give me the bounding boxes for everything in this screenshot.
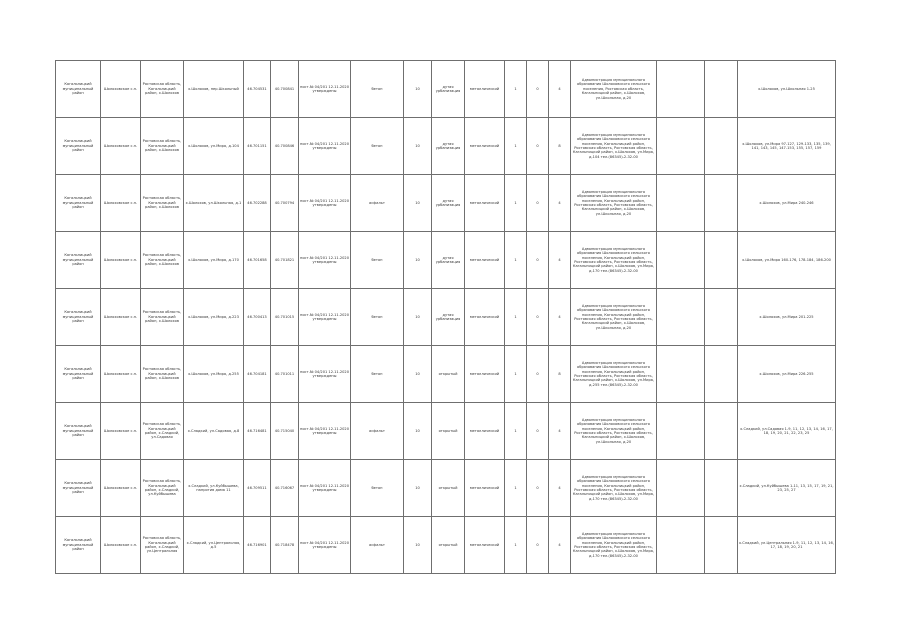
cell-surface: бетон xyxy=(351,346,404,403)
cell-surface: бетон xyxy=(351,61,404,118)
cell-settlement: Шолоховское с.п. xyxy=(101,61,141,118)
cell-area: 10 xyxy=(404,517,432,574)
cell-volume: 4 xyxy=(549,289,571,346)
cell-empty2 xyxy=(705,289,738,346)
cell-address-region: Ростовская область, Кагальницкий район, х.Шолохов xyxy=(141,175,184,232)
cell-material: металлический xyxy=(465,517,505,574)
cell-count: 1 xyxy=(505,460,527,517)
cell-sources: х.Шолохов, ул.Мира 97-127, 129-133, 135, 139, 141, 143, 145, 147-153, 155, 157, 159 xyxy=(738,118,836,175)
cell-settlement: Шолоховское с.п. xyxy=(101,232,141,289)
cell-decision: пост.№ 04/201 12.11.2020 утверждены xyxy=(299,403,351,460)
cell-empty1 xyxy=(657,403,705,460)
cell-zero: 0 xyxy=(527,517,549,574)
cell-area: 10 xyxy=(404,460,432,517)
cell-container-type: открытый xyxy=(432,517,465,574)
cell-container-type: дутая урбанизация xyxy=(432,175,465,232)
cell-count: 1 xyxy=(505,232,527,289)
cell-lon: 40.701011 xyxy=(271,346,299,403)
table-row xyxy=(56,289,836,346)
cell-material: металлический xyxy=(465,175,505,232)
cell-decision: пост.№ 04/201 12.11.2020 утверждены xyxy=(299,346,351,403)
table-row xyxy=(56,232,836,289)
cell-sources: х.Сладкий, ул.Центральная 1-9, 11, 12, 13, 14, 16, 17, 18, 19, 20, 21 xyxy=(738,517,836,574)
cell-area: 10 xyxy=(404,232,432,289)
cell-empty1 xyxy=(657,289,705,346)
cell-empty2 xyxy=(705,403,738,460)
cell-volume: 4 xyxy=(549,232,571,289)
cell-lon: 40.701821 xyxy=(271,232,299,289)
cell-owner: Администрация муниципального образования Шолоховского сельского поселения, Кагальницкий район, Ростовская область, Ростовская область, Кагальницкий район, х.Шолохов, ул.Школьная, д.20 xyxy=(571,289,657,346)
cell-owner: Администрация муниципального образования Шолоховского сельского поселения, Ростовская область, Кагальницкий район, х.Шолохов, ул.Школьная, д.20 xyxy=(571,61,657,118)
table-body xyxy=(56,61,836,574)
cell-address-region: Ростовская область, Кагальницкий район, х.Шолохов xyxy=(141,118,184,175)
cell-lat: 46.701151 xyxy=(244,118,271,175)
cell-owner: Администрация муниципального образования Шолоховского сельского поселения, Кагальницкий район, Ростовская область, Ростовская область, Кагальницкий район, х.Шолохов, ул.Мира, д.104 тел.(86345)-2-32-00 xyxy=(571,118,657,175)
table-row xyxy=(56,346,836,403)
cell-surface: бетон xyxy=(351,232,404,289)
cell-owner: Администрация муниципального образования Шолоховского сельского поселения, Кагальницкий район, Ростовская область, Ростовская область, Кагальницкий район, х.Шолохов, ул.Мира, д.170 тел.(86345)-2-32-00 xyxy=(571,517,657,574)
cell-lat: 46.716901 xyxy=(244,517,271,574)
cell-decision: пост.№ 04/201 12.11.2020 утверждены xyxy=(299,460,351,517)
cell-material: металлический xyxy=(465,61,505,118)
cell-sources: х.Шолохов, ул.Школьная 1-25 xyxy=(738,61,836,118)
cell-settlement: Шолоховское с.п. xyxy=(101,346,141,403)
cell-lat: 46.702288 xyxy=(244,175,271,232)
cell-address-region: Ростовская область, Кагальницкий район, х.Шолохов xyxy=(141,289,184,346)
cell-container-type: дутая урбанизация xyxy=(432,289,465,346)
cell-empty2 xyxy=(705,175,738,232)
cell-district: Кагальницкий муниципальный район xyxy=(56,517,101,574)
cell-owner: Администрация муниципального образования Шолоховского сельского поселения, Кагальницкий район, Ростовская область, Ростовская область, Кагальницкий район, х.Шолохов, ул.Мира, д.170 тел.(86345)-2-32-00 xyxy=(571,460,657,517)
cell-volume: 8 xyxy=(549,346,571,403)
cell-lat: 46.704181 xyxy=(244,346,271,403)
cell-volume: 8 xyxy=(549,118,571,175)
cell-address-street: х.Шолохов, пер.Школьный xyxy=(184,61,244,118)
cell-count: 1 xyxy=(505,346,527,403)
cell-zero: 0 xyxy=(527,61,549,118)
cell-count: 1 xyxy=(505,517,527,574)
cell-settlement: Шолоховское с.п. xyxy=(101,289,141,346)
cell-lat: 46.716481 xyxy=(244,403,271,460)
cell-area: 10 xyxy=(404,118,432,175)
cell-decision: пост.№ 04/201 12.11.2020 утверждены xyxy=(299,61,351,118)
cell-address-region: Ростовская область, Кагальницкий район, х.Сладкий, ул.Куйбышева xyxy=(141,460,184,517)
cell-decision: пост.№ 04/201 12.11.2020 утверждены xyxy=(299,232,351,289)
cell-surface: асфальт xyxy=(351,175,404,232)
table-row xyxy=(56,61,836,118)
cell-material: металлический xyxy=(465,346,505,403)
cell-address-region: Ростовская область, Кагальницкий район, х.Шолохов xyxy=(141,232,184,289)
cell-empty2 xyxy=(705,460,738,517)
cell-settlement: Шолоховское с.п. xyxy=(101,460,141,517)
cell-address-street: х.Шолохов, ул.Мира, д.104 xyxy=(184,118,244,175)
cell-container-type: открытый xyxy=(432,403,465,460)
cell-empty1 xyxy=(657,175,705,232)
registry-table xyxy=(55,60,836,574)
cell-address-street: х.Сладкий, ул.Центральная, д.5 xyxy=(184,517,244,574)
cell-owner: Администрация муниципального образования Шолоховского сельского поселения, Кагальницкий район, Ростовская область, Ростовская область, Кагальницкий район, х.Шолохов, ул.Мира, д.255 тел.(86345)-2-32-00 xyxy=(571,346,657,403)
cell-container-type: дутая урбанизация xyxy=(432,232,465,289)
cell-volume: 4 xyxy=(549,175,571,232)
cell-zero: 0 xyxy=(527,289,549,346)
cell-lat: 46.701658 xyxy=(244,232,271,289)
cell-material: металлический xyxy=(465,232,505,289)
cell-container-type: дутая урбанизация xyxy=(432,61,465,118)
cell-empty2 xyxy=(705,232,738,289)
cell-address-region: Ростовская область, Кагальницкий район, х.Сладкий, ул.Садовая xyxy=(141,403,184,460)
cell-owner: Администрация муниципального образования Шолоховского сельского поселения, Кагальницкий район, Ростовская область, Ростовская область, Кагальницкий район, х.Шолохов, ул.Школьная, д.20 xyxy=(571,403,657,460)
cell-volume: 4 xyxy=(549,403,571,460)
cell-district: Кагальницкий муниципальный район xyxy=(56,61,101,118)
cell-empty2 xyxy=(705,118,738,175)
cell-zero: 0 xyxy=(527,346,549,403)
cell-lon: 40.715040 xyxy=(271,403,299,460)
cell-sources: х.Шолохов, ул.Мира 160-176, 178-184, 186-200 xyxy=(738,232,836,289)
cell-container-type: дутая урбанизация xyxy=(432,118,465,175)
cell-zero: 0 xyxy=(527,403,549,460)
cell-volume: 4 xyxy=(549,61,571,118)
cell-lon: 40.700846 xyxy=(271,118,299,175)
cell-surface: асфальт xyxy=(351,517,404,574)
cell-address-street: х.Шолохов, ул.Мира, д.255 xyxy=(184,346,244,403)
cell-decision: пост.№ 04/201 12.11.2020 утверждены xyxy=(299,118,351,175)
cell-area: 10 xyxy=(404,175,432,232)
cell-area: 10 xyxy=(404,403,432,460)
cell-address-street: х.Шолохов, ул.Мира, д.170 xyxy=(184,232,244,289)
cell-empty1 xyxy=(657,61,705,118)
cell-lat: 46.704531 xyxy=(244,61,271,118)
cell-district: Кагальницкий муниципальный район xyxy=(56,232,101,289)
cell-zero: 0 xyxy=(527,118,549,175)
cell-zero: 0 xyxy=(527,460,549,517)
cell-empty2 xyxy=(705,517,738,574)
table-row xyxy=(56,403,836,460)
cell-address-street: х.Сладкий, ул.Садовая, д.8 xyxy=(184,403,244,460)
cell-district: Кагальницкий муниципальный район xyxy=(56,289,101,346)
cell-address-region: Ростовская область, Кагальницкий район, х.Шолохов xyxy=(141,61,184,118)
cell-empty2 xyxy=(705,61,738,118)
cell-address-street: х.Шолохов, ул.Школьная, д.1 xyxy=(184,175,244,232)
cell-sources: х.Сладкий, ул.Садовая 1-9, 11, 12, 13, 14, 16, 17, 18, 19, 20, 21, 22, 23, 25 xyxy=(738,403,836,460)
cell-surface: бетон xyxy=(351,289,404,346)
cell-material: металлический xyxy=(465,289,505,346)
cell-owner: Администрация муниципального образования Шолоховского сельского поселения, Кагальницкий район, Ростовская область, Ростовская область, Кагальницкий район, х.Шолохов, ул.Школьная, д.20 xyxy=(571,175,657,232)
cell-surface: асфальт xyxy=(351,403,404,460)
cell-zero: 0 xyxy=(527,175,549,232)
cell-count: 1 xyxy=(505,61,527,118)
cell-surface: бетон xyxy=(351,460,404,517)
cell-empty1 xyxy=(657,118,705,175)
cell-count: 1 xyxy=(505,118,527,175)
table-row xyxy=(56,517,836,574)
cell-material: металлический xyxy=(465,460,505,517)
cell-count: 1 xyxy=(505,175,527,232)
cell-decision: пост.№ 04/201 12.11.2020 утверждены xyxy=(299,289,351,346)
cell-district: Кагальницкий муниципальный район xyxy=(56,346,101,403)
cell-address-region: Ростовская область, Кагальницкий район, х.Шолохов xyxy=(141,346,184,403)
cell-district: Кагальницкий муниципальный район xyxy=(56,403,101,460)
cell-material: металлический xyxy=(465,403,505,460)
cell-empty1 xyxy=(657,232,705,289)
cell-lon: 40.700794 xyxy=(271,175,299,232)
cell-lon: 40.716067 xyxy=(271,460,299,517)
cell-address-street: х.Сладкий, ул.Куйбышева, напротив дома 11 xyxy=(184,460,244,517)
cell-container-type: открытый xyxy=(432,346,465,403)
cell-area: 10 xyxy=(404,61,432,118)
cell-decision: пост.№ 04/201 12.11.2020 утверждены xyxy=(299,175,351,232)
cell-settlement: Шолоховское с.п. xyxy=(101,175,141,232)
table-row xyxy=(56,118,836,175)
cell-sources: х.Шолохов, ул.Мира 240-246 xyxy=(738,175,836,232)
cell-sources: х.Сладкий, ул.Куйбышева 1-11, 13, 15, 17, 19, 21, 23, 25, 27 xyxy=(738,460,836,517)
cell-lon: 40.701015 xyxy=(271,289,299,346)
cell-owner: Администрация муниципального образования Шолоховского сельского поселения, Кагальницкий район, Ростовская область, Ростовская область, Кагальницкий район, х.Шолохов, ул.Мира, д.170 тел.(86345)-2-32-00 xyxy=(571,232,657,289)
cell-container-type: открытый xyxy=(432,460,465,517)
cell-empty1 xyxy=(657,517,705,574)
cell-settlement: Шолоховское с.п. xyxy=(101,403,141,460)
cell-address-region: Ростовская область, Кагальницкий район, х.Сладкий, ул.Центральная xyxy=(141,517,184,574)
cell-lon: 40.700841 xyxy=(271,61,299,118)
cell-decision: пост.№ 04/201 12.11.2020 утверждены xyxy=(299,517,351,574)
cell-area: 10 xyxy=(404,289,432,346)
cell-empty1 xyxy=(657,460,705,517)
cell-settlement: Шолоховское с.п. xyxy=(101,517,141,574)
cell-settlement: Шолоховское с.п. xyxy=(101,118,141,175)
cell-area: 10 xyxy=(404,346,432,403)
cell-district: Кагальницкий муниципальный район xyxy=(56,460,101,517)
cell-empty1 xyxy=(657,346,705,403)
cell-district: Кагальницкий муниципальный район xyxy=(56,175,101,232)
cell-volume: 4 xyxy=(549,460,571,517)
cell-surface: бетон xyxy=(351,118,404,175)
cell-count: 1 xyxy=(505,289,527,346)
cell-lat: 46.709511 xyxy=(244,460,271,517)
cell-count: 1 xyxy=(505,403,527,460)
cell-sources: х.Шолохов, ул.Мира 201-225 xyxy=(738,289,836,346)
cell-empty2 xyxy=(705,346,738,403)
cell-sources: х.Шолохов, ул.Мира 226-255 xyxy=(738,346,836,403)
cell-district: Кагальницкий муниципальный район xyxy=(56,118,101,175)
cell-material: металлический xyxy=(465,118,505,175)
cell-address-street: х.Шолохов, ул.Мира, д.223 xyxy=(184,289,244,346)
table-row xyxy=(56,460,836,517)
cell-volume: 4 xyxy=(549,517,571,574)
cell-lon: 40.718478 xyxy=(271,517,299,574)
cell-lat: 46.700413 xyxy=(244,289,271,346)
cell-zero: 0 xyxy=(527,232,549,289)
table-row xyxy=(56,175,836,232)
